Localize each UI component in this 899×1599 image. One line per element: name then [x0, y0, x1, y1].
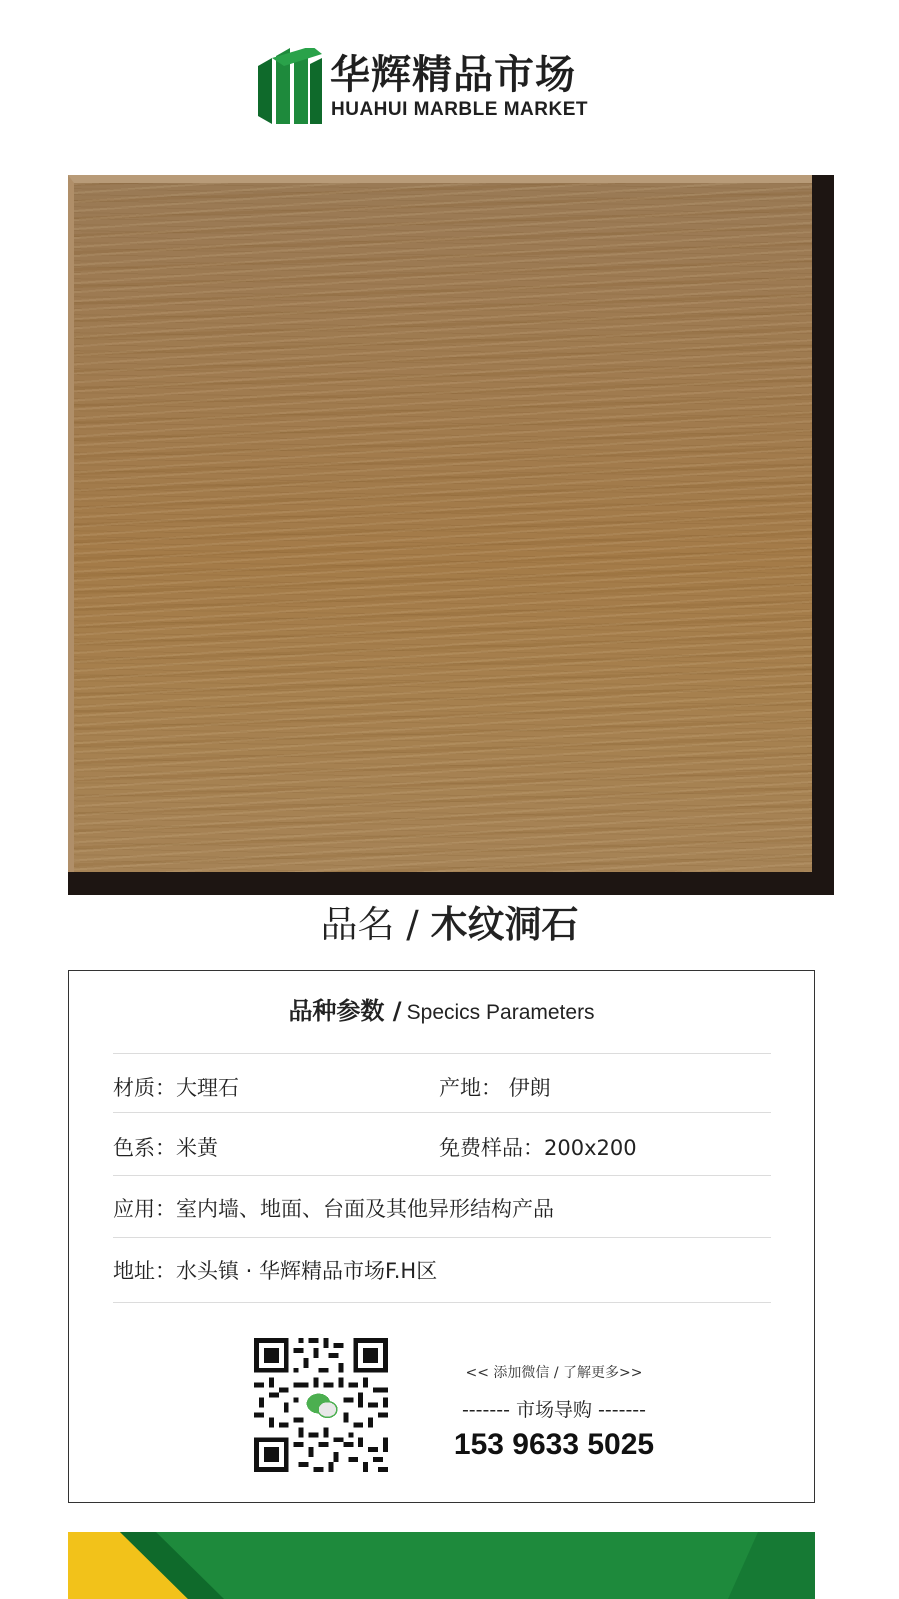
divider [113, 1053, 771, 1054]
param-material: 材质：大理石 [113, 1076, 239, 1100]
param-sample: 免费样品：200x200 [439, 1136, 637, 1160]
product-name-value: 木纹洞石 [430, 903, 579, 946]
divider [113, 1237, 771, 1238]
divider [113, 1302, 771, 1303]
parameters-title [69, 993, 814, 1032]
divider [113, 1112, 771, 1113]
footer-banner [68, 1532, 815, 1599]
brand-name-cn: 华辉精品市场 [330, 52, 576, 98]
header [0, 0, 899, 150]
brand-name-en: HUAHUI MARBLE MARKET [331, 99, 588, 120]
wechat-qr-code [249, 1333, 393, 1477]
product-name [0, 900, 899, 950]
contact-guide-label: ------- 市场导购 ------- [461, 1399, 647, 1421]
parameters-title-en: Specics Parameters [406, 1001, 595, 1024]
marble-slab [68, 175, 812, 872]
contact-phone[interactable]: 153 9633 5025 [453, 1428, 655, 1461]
parameters-panel [68, 970, 815, 1503]
marble-slab-image [68, 175, 834, 895]
footer-banner-graphic [68, 1532, 815, 1599]
param-application: 应用：室内墙、地面、台面及其他异形结构产品 [113, 1197, 554, 1221]
param-address: 地址：水头镇 · 华辉精品市场F.H区 [113, 1259, 438, 1283]
param-origin: 产地： 伊朗 [439, 1076, 551, 1100]
param-color: 色系：米黄 [113, 1136, 218, 1160]
parameters-title-cn: 品种参数 / [288, 997, 402, 1025]
huahui-logo-icon [258, 48, 322, 124]
divider [113, 1175, 771, 1176]
contact-wechat-prompt: << 添加微信 / 了解更多>> [465, 1365, 643, 1381]
product-name-label: 品名 / [320, 903, 419, 946]
